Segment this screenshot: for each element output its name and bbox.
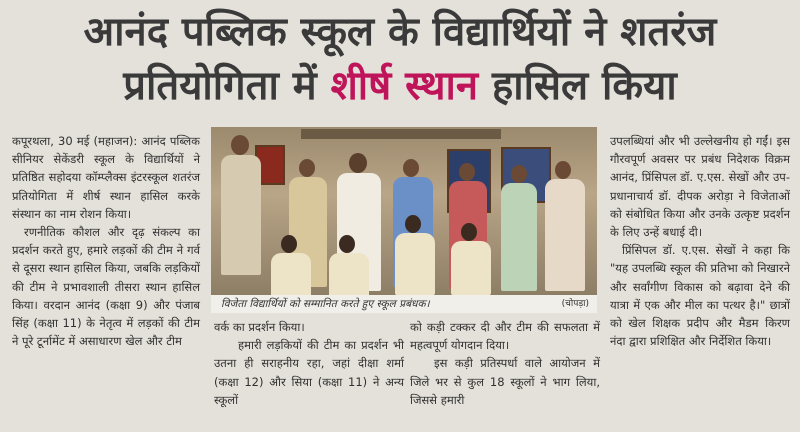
article-paragraph: को कड़ी टक्कर दी और टीम की सफलता में महत्वपूर्ण योगदान दिया। xyxy=(410,320,600,353)
article-column-4 xyxy=(610,132,790,350)
headline-line-2-start: प्रतियोगिता में xyxy=(123,63,331,109)
article-paragraph: उपलब्धियां और भी उल्लेखनीय हो गईं। इस गौरवपूर्ण अवसर पर प्रबंध निदेशक विक्रम आनंद, प्रिंसिपल डॉ. ए.एस. सेखों और उप-प्रधानाचार्य डॉ. दीपक अरोड़ा ने विजेताओं को संबोधित किया और उनके उत्कृष्ट प्रदर्शन के लिए उन्हें बधाई दी। xyxy=(610,134,790,240)
article-paragraph: प्रिंसिपल डॉ. ए.एस. सेखों ने कहा कि "यह उपलब्धि स्कूल की प्रतिभा को निखारने और सर्वांगीण विकास को बढ़ावा देने की यात्रा में एक और मील का पत्थर है।" छात्रों को खेल शिक्षक प्रदीप और मैडम किरण नंदा द्वारा प्रशिक्षित और निर्देशित किया। xyxy=(610,243,790,349)
article-paragraph: वर्क का प्रदर्शन किया। xyxy=(214,320,305,334)
headline-line-1: आनंद पब्लिक स्कूल के विद्यार्थियों ने शतरंज xyxy=(83,9,717,55)
headline-line-2 xyxy=(0,60,800,112)
article-column-1 xyxy=(12,132,200,350)
news-photo xyxy=(211,127,597,295)
photo-caption-bar xyxy=(211,295,597,313)
headline-highlight: शीर्ष स्थान xyxy=(330,63,479,109)
article-paragraph: हमारी लड़कियों की टीम का प्रदर्शन भी उतना ही सराहनीय रहा, जहां दीक्षा शर्मा (कक्षा 12) और सिया (कक्षा 11) ने अन्य स्कूलों xyxy=(214,338,404,407)
photo-caption: विजेता विद्यार्थियों को सम्मानित करते हुए स्कूल प्रबंधक। xyxy=(221,298,430,310)
article-paragraph: रणनीतिक कौशल और दृढ़ संकल्प का प्रदर्शन करते हुए, हमारे लड़कों की टीम ने गर्व से दूसरा स्थान हासिल किया, जबकि लड़कियों की टीम ने प्रभावशाली तीसरा स्थान हासिल किया। वरदान आनंद (कक्षा 9) और पंजाब सिंह (कक्षा 11) के नेतृत्व में लड़कों की टीम ने पूरे टूर्नामेंट में असाधारण खेल और टीम xyxy=(12,225,200,349)
article-paragraph: कपूरथला, 30 मई (महाजन): आनंद पब्लिक सीनियर सेकेंडरी स्कूल के विद्यार्थियों ने प्रतिष्ठित सहोदया कॉम्प्लैक्स इंटरस्कूल शतरंज प्रतियोगिता में शीर्ष स्थान हासिल करके संस्थान का नाम रोशन किया। xyxy=(12,134,200,221)
wall-banner xyxy=(301,129,501,139)
article-paragraph: इस कड़ी प्रतिस्पर्धा वाले आयोजन में जिले भर से कुल 18 स्कूलों ने भाग लिया, जिससे हमारी xyxy=(410,356,600,407)
headline-line-2-end: हासिल किया xyxy=(478,63,677,109)
photo-credit: (चोपड़ा) xyxy=(561,299,589,309)
article-column-3 xyxy=(410,318,600,409)
article-column-2 xyxy=(214,318,404,409)
